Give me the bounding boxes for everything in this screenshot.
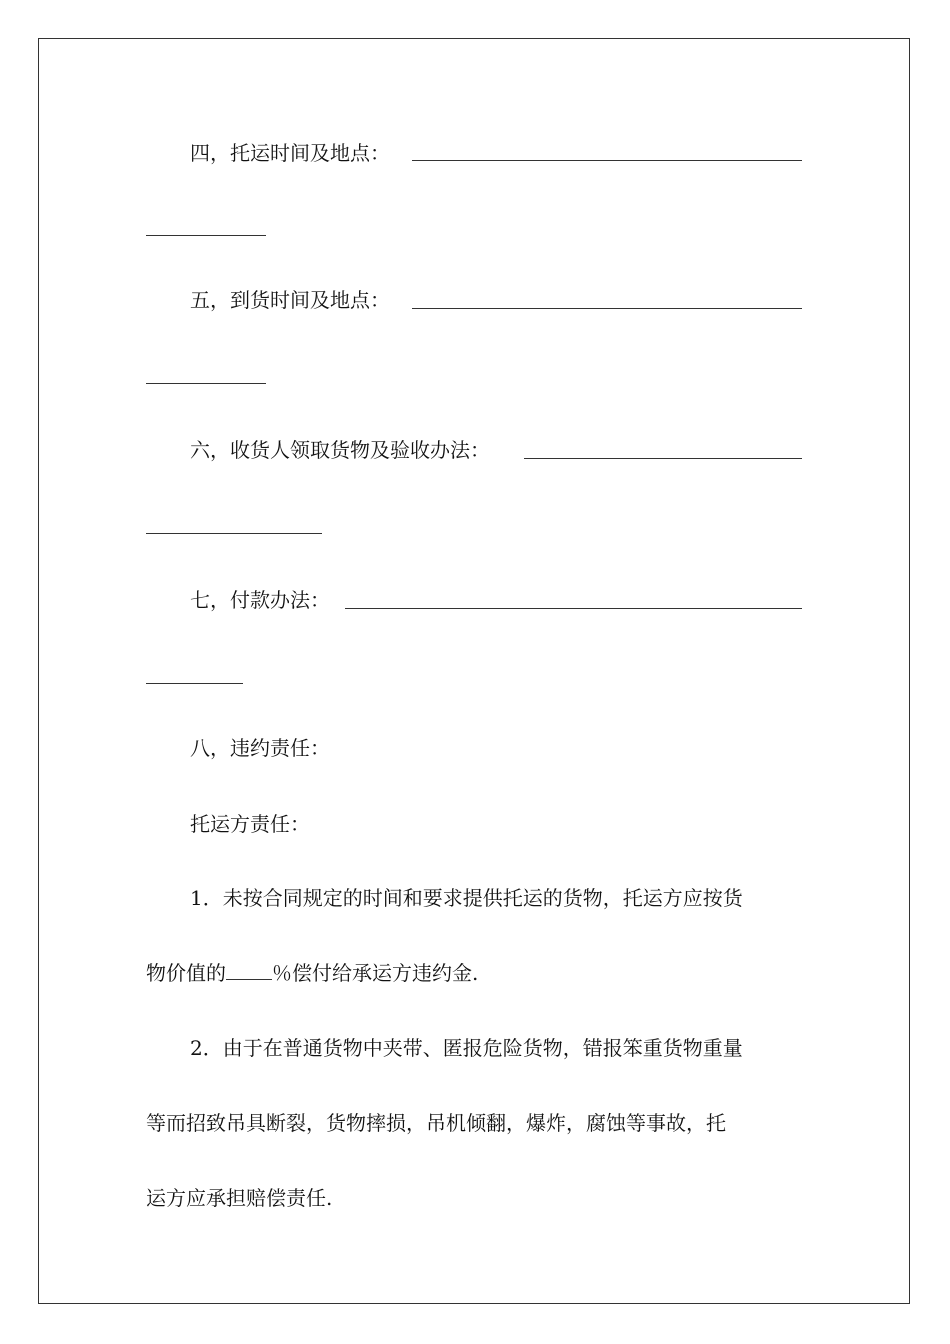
- item-4-fill-blank-continued[interactable]: [146, 235, 266, 236]
- item-5-label: 五，到货时间及地点：: [190, 288, 390, 312]
- clause-1-line-2-after: ％偿付给承运方违约金.: [272, 961, 479, 985]
- item-4-label: 四，托运时间及地点：: [190, 141, 390, 165]
- item-6-fill-blank-continued[interactable]: [146, 533, 322, 534]
- clause-1-line-2-before: 物价值的: [146, 961, 226, 985]
- item-7-label: 七，付款办法：: [190, 588, 330, 612]
- item-5-fill-blank-continued[interactable]: [146, 383, 266, 384]
- clause-2-line-3: 运方应承担赔偿责任.: [146, 1186, 333, 1210]
- percentage-fill-blank[interactable]: [226, 961, 272, 980]
- item-5-fill-blank[interactable]: [412, 308, 802, 309]
- clause-2-line-1: 2．由于在普通货物中夹带、匿报危险货物，错报笨重货物重量: [190, 1036, 743, 1060]
- item-7-fill-blank-continued[interactable]: [146, 683, 243, 684]
- clause-2-line-2: 等而招致吊具断裂，货物摔损，吊机倾翻，爆炸，腐蚀等事故，托: [146, 1111, 726, 1135]
- item-4-fill-blank[interactable]: [412, 160, 802, 161]
- shipper-responsibility-heading: 托运方责任：: [190, 812, 310, 836]
- item-6-fill-blank[interactable]: [524, 458, 802, 459]
- item-7-fill-blank[interactable]: [345, 608, 802, 609]
- item-8-heading: 八，违约责任：: [190, 736, 330, 760]
- item-6-label: 六，收货人领取货物及验收办法：: [190, 438, 490, 462]
- clause-1-line-2: [146, 961, 478, 985]
- clause-1-line-1: 1．未按合同规定的时间和要求提供托运的货物，托运方应按货: [190, 886, 743, 910]
